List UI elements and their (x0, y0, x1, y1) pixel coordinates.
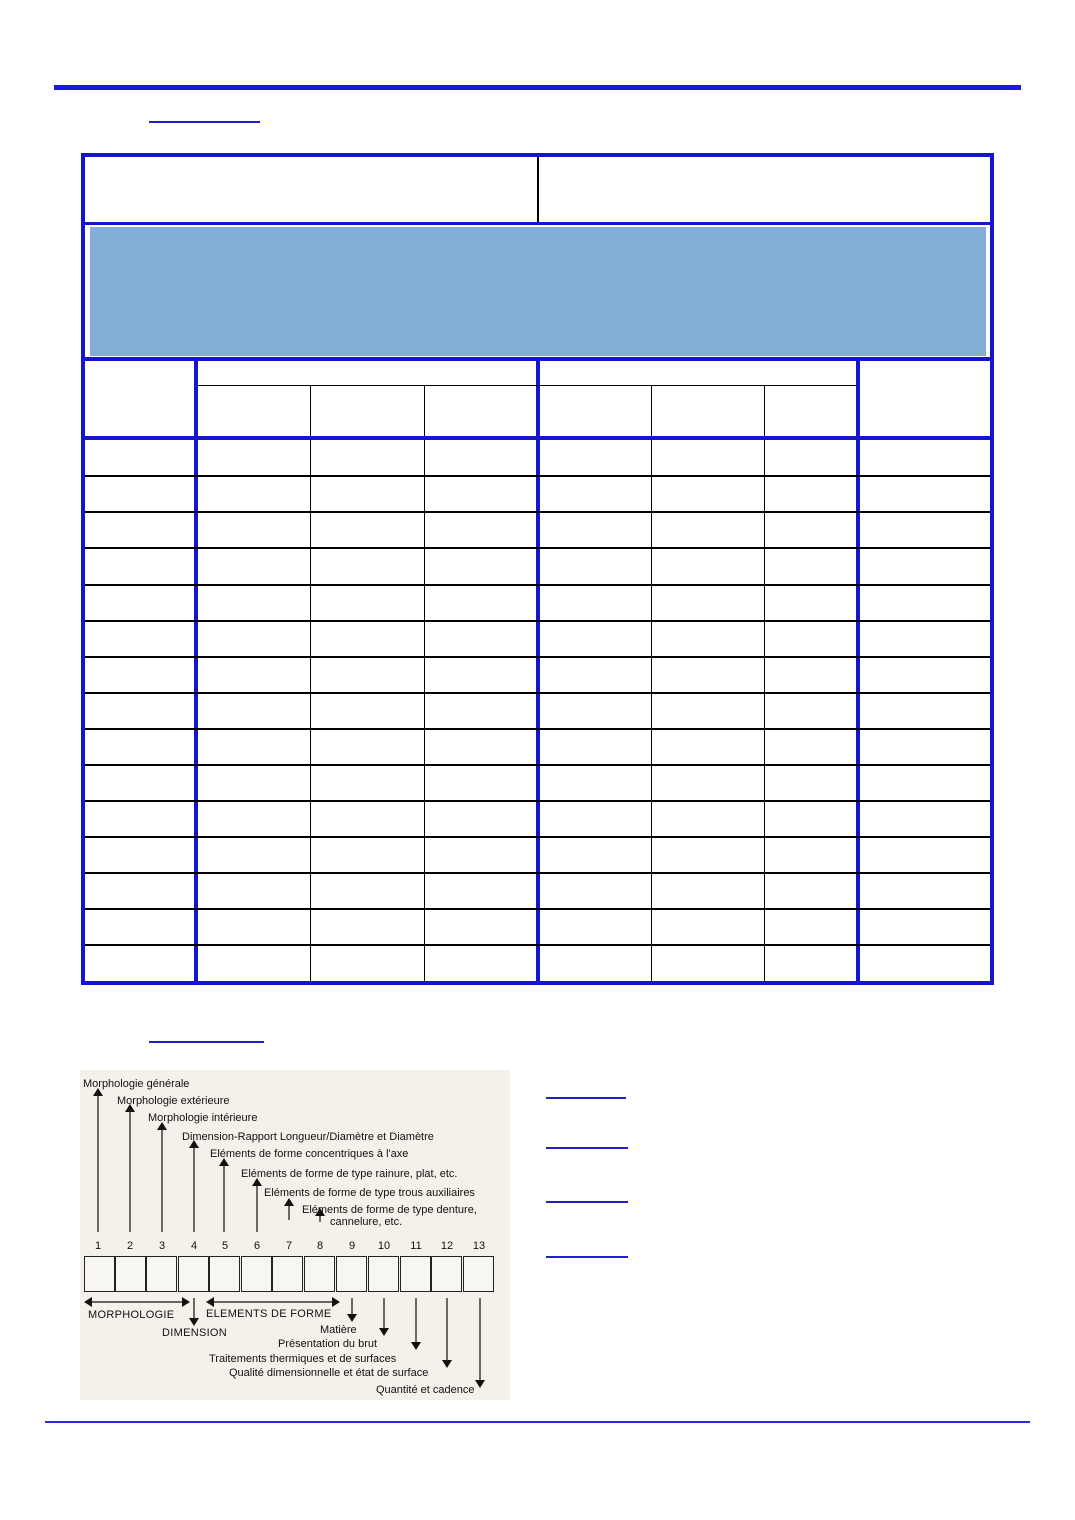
label-matiere: Matière (320, 1324, 357, 1336)
label-elements-rainure: Eléments de forme de type rainure, plat, etc. (241, 1168, 458, 1180)
code-cell (431, 1256, 462, 1292)
code-cell (272, 1256, 303, 1292)
digit-10: 10 (377, 1240, 391, 1252)
answer-line (546, 1256, 628, 1258)
digit-11: 11 (410, 1240, 422, 1252)
row-line (85, 728, 990, 730)
digit-5: 5 (221, 1240, 229, 1252)
digit-4: 4 (190, 1240, 198, 1252)
row-line (85, 620, 990, 622)
row-line (85, 800, 990, 802)
code-cell (241, 1256, 272, 1292)
table-border-left (81, 153, 85, 985)
row-line (85, 656, 990, 658)
table-border-right (990, 153, 994, 985)
code-cell (146, 1256, 177, 1292)
row-line (85, 944, 990, 946)
label-elements-concentriques: Eléments de forme concentriques à l'axe (210, 1148, 409, 1160)
answer-line (546, 1201, 628, 1203)
code-cell (400, 1256, 431, 1292)
label-elements-trous: Eléments de forme de type trous auxiliaires (264, 1187, 475, 1199)
digit-7: 7 (285, 1240, 293, 1252)
label-presentation-brut: Présentation du brut (278, 1338, 378, 1350)
digit-8: 8 (316, 1240, 324, 1252)
digit-12: 12 (440, 1240, 454, 1252)
label-quantite: Quantité et cadence (376, 1384, 475, 1396)
digit-3: 3 (158, 1240, 166, 1252)
highlight-band (90, 227, 986, 356)
label-elements-denture: Eléments de forme de type denture, (302, 1204, 477, 1216)
row-line (85, 511, 990, 513)
label-elements-group: ELEMENTS DE FORME (206, 1308, 332, 1320)
row-line (85, 764, 990, 766)
header-row-rule (85, 222, 990, 225)
label-morphologie-generale: Morphologie générale (83, 1078, 190, 1090)
label-qualite: Qualité dimensionnelle et état de surface (229, 1367, 429, 1379)
digit-13: 13 (472, 1240, 486, 1252)
row-line (85, 584, 990, 586)
label-morphologie-exterieure: Morphologie extérieure (117, 1095, 230, 1107)
label-morphologie-interieure: Morphologie intérieure (148, 1112, 258, 1124)
row-line (85, 475, 990, 477)
column-header-rule (85, 436, 990, 440)
table-border-bottom (81, 981, 994, 985)
digit-9: 9 (348, 1240, 356, 1252)
col-divider-1 (194, 361, 198, 981)
row-line (85, 908, 990, 910)
col-divider-last (856, 361, 860, 981)
label-cannelure: cannelure, etc. (330, 1216, 403, 1228)
header-divider (537, 157, 539, 223)
label-dimension-rapport: Dimension-Rapport Longueur/Diamètre et Diamètre (182, 1131, 434, 1143)
label-morphologie-group: MORPHOLOGIE (88, 1309, 175, 1321)
answer-line (546, 1147, 628, 1149)
section-2-title-underline (149, 1041, 264, 1043)
digit-6: 6 (253, 1240, 261, 1252)
footer-rule (45, 1421, 1030, 1423)
row-line (85, 836, 990, 838)
digit-2: 2 (126, 1240, 134, 1252)
col-divider-group (536, 361, 540, 981)
code-cell (336, 1256, 367, 1292)
row-line (85, 872, 990, 874)
answer-line (546, 1097, 626, 1099)
code-cell (209, 1256, 240, 1292)
code-cell (368, 1256, 399, 1292)
row-line (85, 547, 990, 549)
digit-1: 1 (94, 1240, 102, 1252)
label-dimension-group: DIMENSION (162, 1327, 228, 1339)
subheader-rule (198, 385, 856, 386)
row-line (85, 692, 990, 694)
code-cell (84, 1256, 115, 1292)
code-cell (463, 1256, 494, 1292)
code-cell (304, 1256, 335, 1292)
diagram-arrows (80, 1070, 510, 1400)
code-cell (178, 1256, 209, 1292)
code-diagram (80, 1070, 510, 1400)
code-cell (115, 1256, 146, 1292)
label-traitements: Traitements thermiques et de surfaces (209, 1353, 397, 1365)
